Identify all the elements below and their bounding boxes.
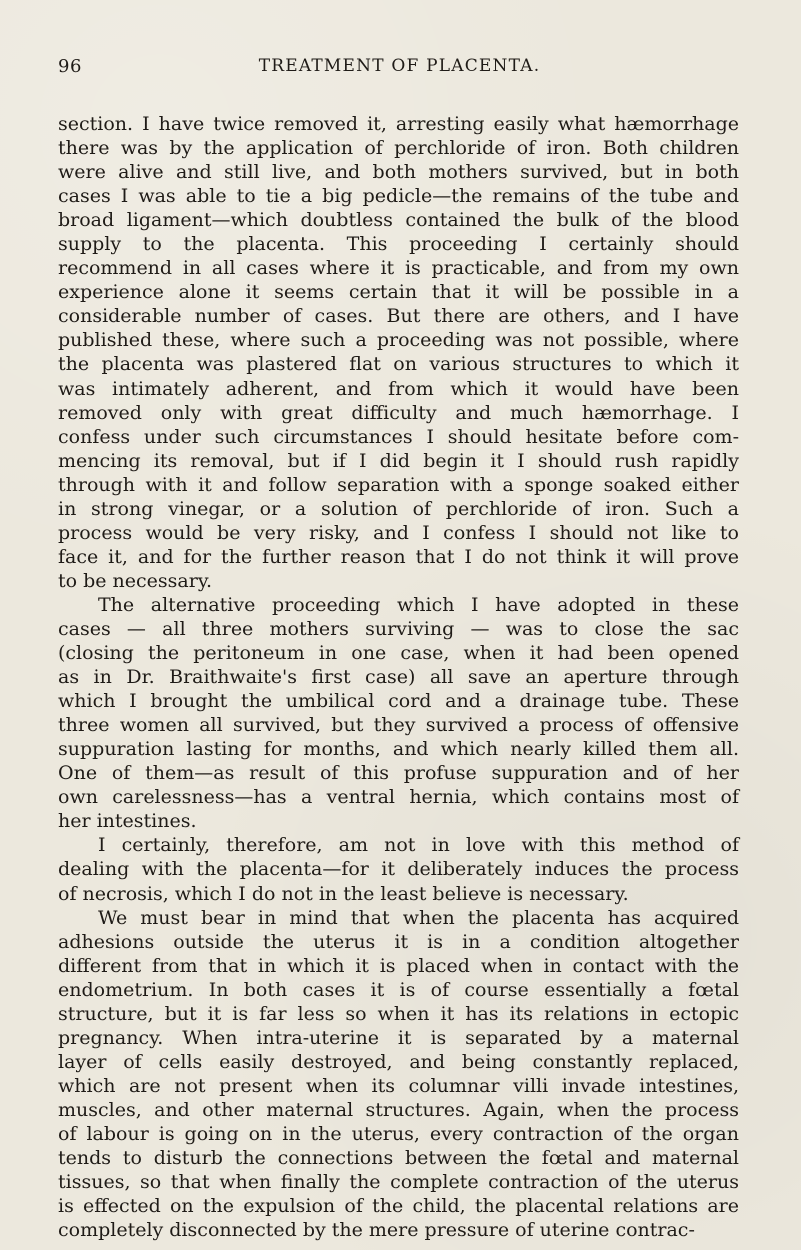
text-line: broad ligament—which doubtless contained the bulk of the blood xyxy=(58,209,739,232)
text-line: dealing with the placenta—for it deliberately induces the process xyxy=(58,858,739,881)
text-line: tends to disturb the connections between the fœtal and maternal xyxy=(58,1147,739,1170)
text-line: was intimately adherent, and from which it would have been xyxy=(58,377,739,400)
text-line: cases — all three mothers surviving — was to close the sac xyxy=(58,617,739,640)
text-line: One of them—as result of this profuse suppuration and of her xyxy=(58,762,739,785)
text-line: her intestines. xyxy=(58,810,197,833)
text-line: to be necessary. xyxy=(58,569,213,592)
text-line: the placenta was plastered flat on various structures to which it xyxy=(58,353,739,376)
paragraph-start-line: I certainly, therefore, am not in love with this method of xyxy=(98,834,739,857)
text-line: recommend in all cases where it is practicable, and from my own xyxy=(58,257,739,280)
text-line: completely disconnected by the mere pressure of uterine contrac- xyxy=(58,1219,695,1242)
paragraph-start-line: The alternative proceeding which I have adopted in these xyxy=(98,593,739,616)
text-line: layer of cells easily destroyed, and being constantly replaced, xyxy=(58,1050,739,1073)
body-text xyxy=(58,112,739,1242)
text-line: supply to the placenta. This proceeding I certainly should xyxy=(58,233,739,256)
text-line: of necrosis, which I do not in the least believe is necessary. xyxy=(58,882,629,905)
text-line: through with it and follow separation with a sponge soaked either xyxy=(58,473,739,496)
text-line: endometrium. In both cases it is of course essentially a fœtal xyxy=(58,978,739,1001)
text-line: muscles, and other maternal structures. Again, when the process xyxy=(58,1098,739,1121)
text-line: three women all survived, but they survived a process of offensive xyxy=(58,714,739,737)
text-line: which I brought the umbilical cord and a drainage tube. These xyxy=(58,690,739,713)
page-number: 96 xyxy=(58,56,82,77)
text-line: (closing the peritoneum in one case, when it had been opened xyxy=(58,642,739,665)
text-line: mencing its removal, but if I did begin it I should rush rapidly xyxy=(58,449,739,472)
text-line: of labour is going on in the uterus, every contraction of the organ xyxy=(58,1122,739,1145)
text-line: pregnancy. When intra-uterine it is separated by a maternal xyxy=(58,1026,739,1049)
text-line: in strong vinegar, or a solution of perchloride of iron. Such a xyxy=(58,497,739,520)
text-line: suppuration lasting for months, and which nearly killed them all. xyxy=(58,738,739,761)
text-line: is effected on the expulsion of the child, the placental relations are xyxy=(58,1195,739,1218)
text-line: confess under such circumstances I should hesitate before com- xyxy=(58,425,739,448)
text-line: tissues, so that when finally the complete contraction of the uterus xyxy=(58,1171,739,1194)
text-line: published these, where such a proceeding was not possible, where xyxy=(58,329,739,352)
text-line: section. I have twice removed it, arresting easily what hæmorrhage xyxy=(58,113,739,135)
text-line: adhesions outside the uterus it is in a condition altogether xyxy=(58,930,739,953)
text-line: face it, and for the further reason that I do not think it will prove xyxy=(58,545,739,568)
text-line: process would be very risky, and I confess I should not like to xyxy=(58,521,739,544)
text-line: own carelessness—has a ventral hernia, which contains most of xyxy=(58,786,739,809)
text-line: removed only with great difficulty and much hæmorrhage. I xyxy=(58,401,739,424)
text-line: which are not present when its columnar villi invade intestines, xyxy=(58,1074,739,1097)
paragraph-start-line: We must bear in mind that when the placenta has acquired xyxy=(98,906,739,929)
text-line: there was by the application of perchloride of iron. Both children xyxy=(58,137,739,160)
running-head: TREATMENT OF PLACENTA. xyxy=(258,56,541,76)
text-line: considerable number of cases. But there are others, and I have xyxy=(58,305,739,328)
text-line: were alive and still live, and both mothers survived, but in both xyxy=(58,161,739,184)
page-header xyxy=(58,56,741,80)
text-line: as in Dr. Braithwaite's first case) all save an aperture through xyxy=(58,666,739,689)
text-line: structure, but it is far less so when it has its relations in ectopic xyxy=(58,1002,739,1025)
text-line: different from that in which it is placed when in contact with the xyxy=(58,954,739,977)
text-line: cases I was able to tie a big pedicle—the remains of the tube and xyxy=(58,185,739,208)
text-line: experience alone it seems certain that it will be possible in a xyxy=(58,281,739,304)
